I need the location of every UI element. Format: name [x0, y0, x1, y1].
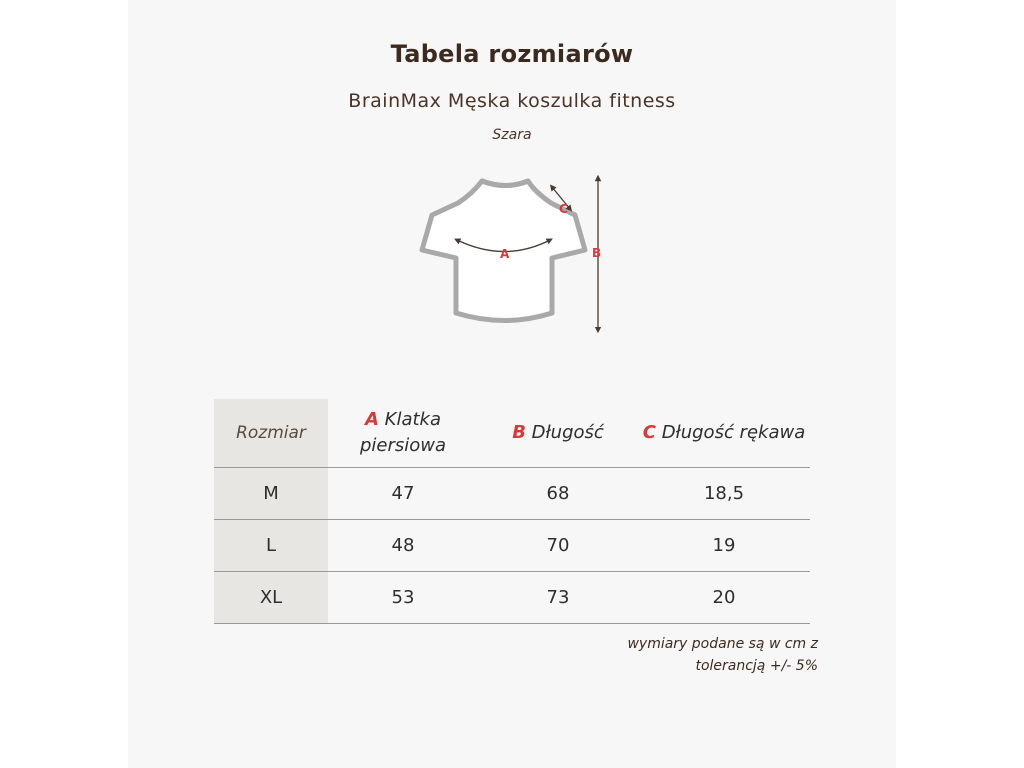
header-sleeve	[638, 399, 810, 468]
header-size-label: Rozmiar	[236, 423, 306, 443]
page-title: Tabela rozmiarów	[390, 40, 634, 68]
tolerance-note-line2: tolerancją +/- 5%	[695, 658, 818, 674]
color-variant: Szara	[492, 127, 532, 143]
header-chest-label: Klatka piersiowa	[359, 409, 447, 456]
product-name: BrainMax Męska koszulka fitness	[348, 90, 676, 112]
cell-size: M	[214, 468, 328, 520]
table-row	[214, 520, 810, 572]
header-chest-letter: A	[364, 409, 379, 430]
table-row	[214, 572, 810, 624]
header-length	[478, 399, 638, 468]
tolerance-note	[560, 633, 818, 677]
cell-sleeve: 20	[638, 572, 810, 624]
cell-chest: 47	[328, 468, 478, 520]
tshirt-diagram	[410, 168, 620, 338]
cell-length: 70	[478, 520, 638, 572]
measure-a-label: A	[500, 247, 510, 261]
table-header-row	[214, 399, 810, 468]
size-table	[214, 399, 810, 624]
measure-c-label: C	[559, 202, 568, 216]
header-size	[214, 399, 328, 468]
cell-size: XL	[214, 572, 328, 624]
cell-chest: 48	[328, 520, 478, 572]
cell-size: L	[214, 520, 328, 572]
cell-sleeve: 18,5	[638, 468, 810, 520]
cell-length: 68	[478, 468, 638, 520]
cell-length: 73	[478, 572, 638, 624]
tolerance-note-line1: wymiary podane są w cm z	[627, 636, 818, 652]
collar-line	[482, 181, 528, 186]
table-row	[214, 468, 810, 520]
cell-chest: 53	[328, 572, 478, 624]
header-sleeve-letter: C	[642, 422, 656, 443]
header-sleeve-label: Długość rękawa	[661, 422, 806, 443]
measure-b-label: B	[592, 246, 602, 260]
cell-sleeve: 19	[638, 520, 810, 572]
header-chest	[328, 399, 478, 468]
header-length-letter: B	[512, 422, 526, 443]
header-length-label: Długość	[531, 422, 604, 443]
